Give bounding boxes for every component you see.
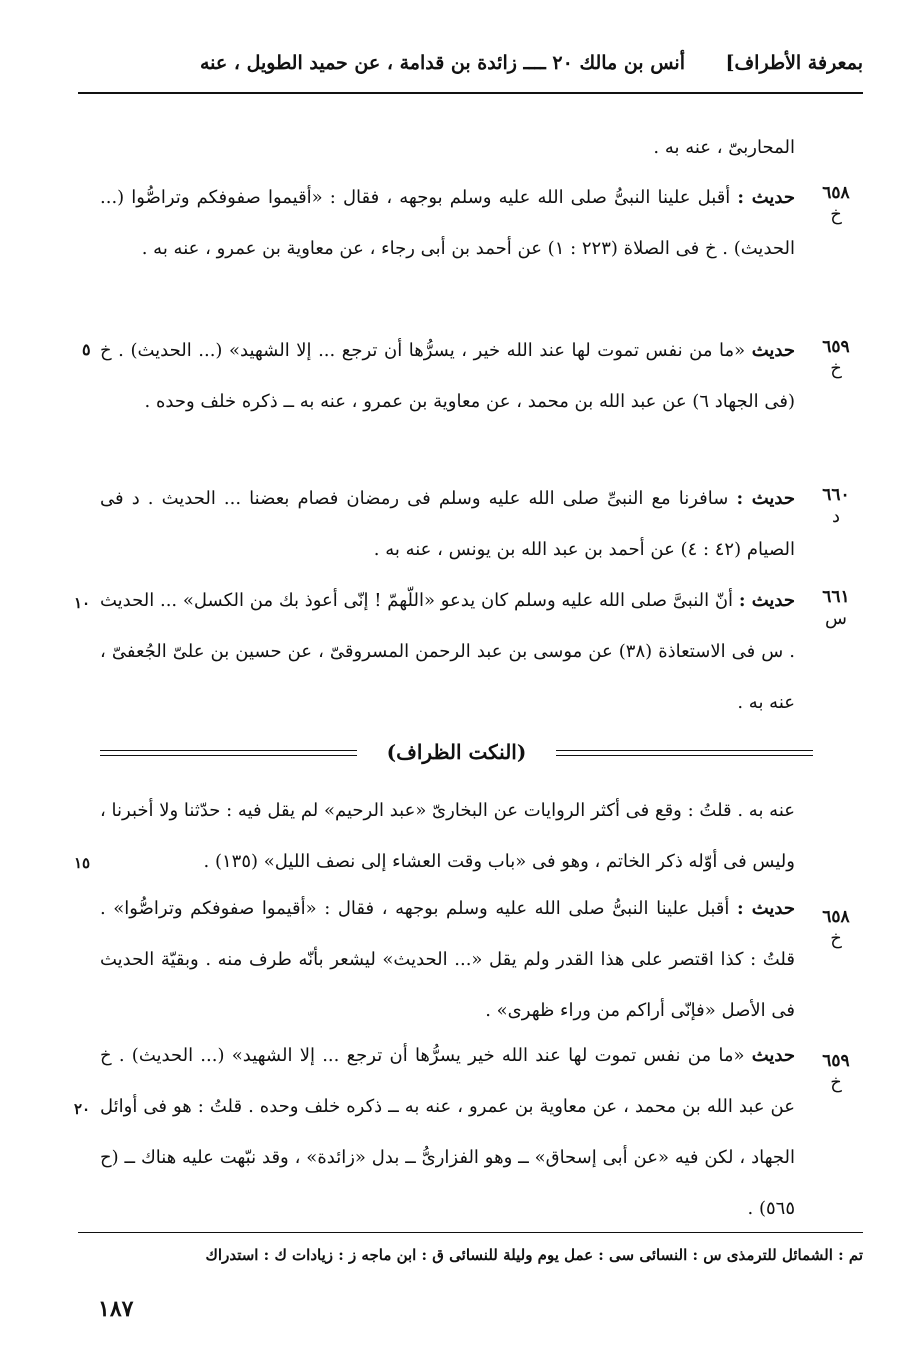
hadith-number: ٦٦٠ [822, 485, 850, 505]
hadith-entry [100, 172, 795, 274]
line-number-5: ٥ [82, 340, 91, 359]
hadith-number: ٦٥٨ [822, 183, 850, 203]
line-number-15: ١٥ [74, 854, 91, 872]
section-title: (النكت الظراف) [386, 740, 527, 764]
entry-number [811, 484, 861, 528]
page-number: ١٨٧ [98, 1296, 134, 1322]
header-section-title: بمعرفة الأطراف] [725, 52, 863, 74]
source-siglum: د [831, 506, 840, 527]
ornamental-rule [100, 750, 357, 756]
source-siglum: خ [830, 358, 842, 379]
hadith-number: ٦٥٩ [822, 1051, 850, 1071]
entry-text: أقبل علينا النبىُّ صلى الله عليه وسلم بوجهه ، فقال : «أقيموا صفوفكم وتراصُّوا (... الحديث) . خ فى الصلاة (٢٢٣ : ١) عن أحمد بن أبى رجاء ، عن معاوية بن عمرو ، عنه به . [100, 187, 795, 259]
note-entry [100, 883, 795, 1036]
note-number [811, 906, 861, 950]
entry-label: حديث : [736, 488, 795, 509]
entry-number [811, 182, 861, 226]
source-siglum: خ [830, 928, 842, 949]
section-heading [100, 735, 813, 769]
entry-text: أنّ النبىَّ صلى الله عليه وسلم كان يدعو «اللّهمّ ! إنّى أعوذ بك من الكسل» ... الحديث . س فى الاستعاذة (٣٨) عن موسى بن عبد الرحمن المسروقىّ ، عن حسين بن علىّ الجُعفىّ ، عنه به . [100, 590, 795, 713]
source-siglum: خ [830, 204, 842, 225]
hadith-number: ٦٥٩ [822, 337, 850, 357]
sigla-key: تم : الشمائل للترمذى س : النسائى سى : عمل يوم وليلة للنسائى ق : ابن ماجه ز : زيادات ك : استدراك [205, 1246, 863, 1264]
note-text: عنه به . قلتُ : وقع فى أكثر الروايات عن البخارىّ «عبد الرحيم» لم يقل فيه : حدّثنا ولا أخبرنا ، وليس فى أوّله ذكر الخاتم ، وهو فى «باب وقت العشاء إلى نصف الليل» (١٣٥) . [100, 800, 796, 872]
running-header [78, 44, 863, 88]
entry-number [811, 336, 861, 380]
footer-rule [78, 1232, 863, 1233]
note-label: حديث [751, 1045, 795, 1066]
note-continuation [100, 785, 795, 887]
hadith-number: ٦٦١ [822, 587, 850, 607]
source-siglum: خ [830, 1072, 842, 1093]
entry-number [811, 586, 861, 630]
note-number [811, 1050, 861, 1094]
entry-label: حديث : [737, 187, 795, 208]
entry-label: حديث : [738, 590, 795, 611]
entry-text: المحاربىّ ، عنه به . [653, 137, 795, 158]
hadith-entry [100, 473, 795, 575]
hadith-entry [100, 575, 795, 728]
entry-text: سافرنا مع النبىِّ صلى الله عليه وسلم فى رمضان فصام بعضنا ... الحديث . د فى الصيام (٤٢ : ٤) عن أحمد بن عبد الله بن يونس ، عنه به . [100, 488, 795, 560]
note-text: «ما من نفس تموت لها عند الله خير يسرُّها أن ترجع ... إلا الشهيد» (... الحديث) . خ عن عبد الله بن محمد ، عن معاوية بن عمرو ، عنه به ــ ذكره خلف وحده . قلتُ : هو فى أوائل الجهاد ، لكن فيه «عن أبى إسحاق» ــ وهو الفزارىُّ ــ بدل «زائدة» ، وقد نبّهت عليه هناك ــ (ح ٥٦٥) . [100, 1045, 795, 1219]
header-chain: أنس بن مالك ٢٠ ــــ زائدة بن قدامة ، عن حميد الطويل ، عنه [199, 52, 685, 74]
note-entry [100, 1030, 795, 1234]
entry-label: حديث [751, 340, 795, 361]
note-label: حديث : [736, 898, 795, 919]
source-siglum: س [825, 608, 847, 629]
entry-continuation [100, 122, 795, 173]
header-rule [78, 92, 863, 94]
entry-text: «ما من نفس تموت لها عند الله خير ، يسرُّها أن ترجع ... إلا الشهيد» (... الحديث) . خ (فى الجهاد ٦) عن عبد الله بن محمد ، عن معاوية بن عمرو ، عنه به ــ ذكره خلف وحده . [100, 340, 795, 412]
line-number-10: ١٠ [74, 594, 91, 612]
hadith-entry [100, 325, 795, 427]
hadith-number: ٦٥٨ [822, 907, 850, 927]
line-number-20: ٢٠ [74, 1100, 91, 1118]
note-text: أقبل علينا النبىُّ صلى الله عليه وسلم بوجهه ، فقال : «أقيموا صفوفكم وتراصُّوا» . قلتُ : كذا اقتصر على هذا القدر ولم يقل «... الحديث» ليشعر بأنّه طرف منه . وبقيّة الحديث فى الأصل «فإنّى أراكم من وراء ظهرى» . [100, 898, 795, 1021]
ornamental-rule [556, 750, 813, 756]
